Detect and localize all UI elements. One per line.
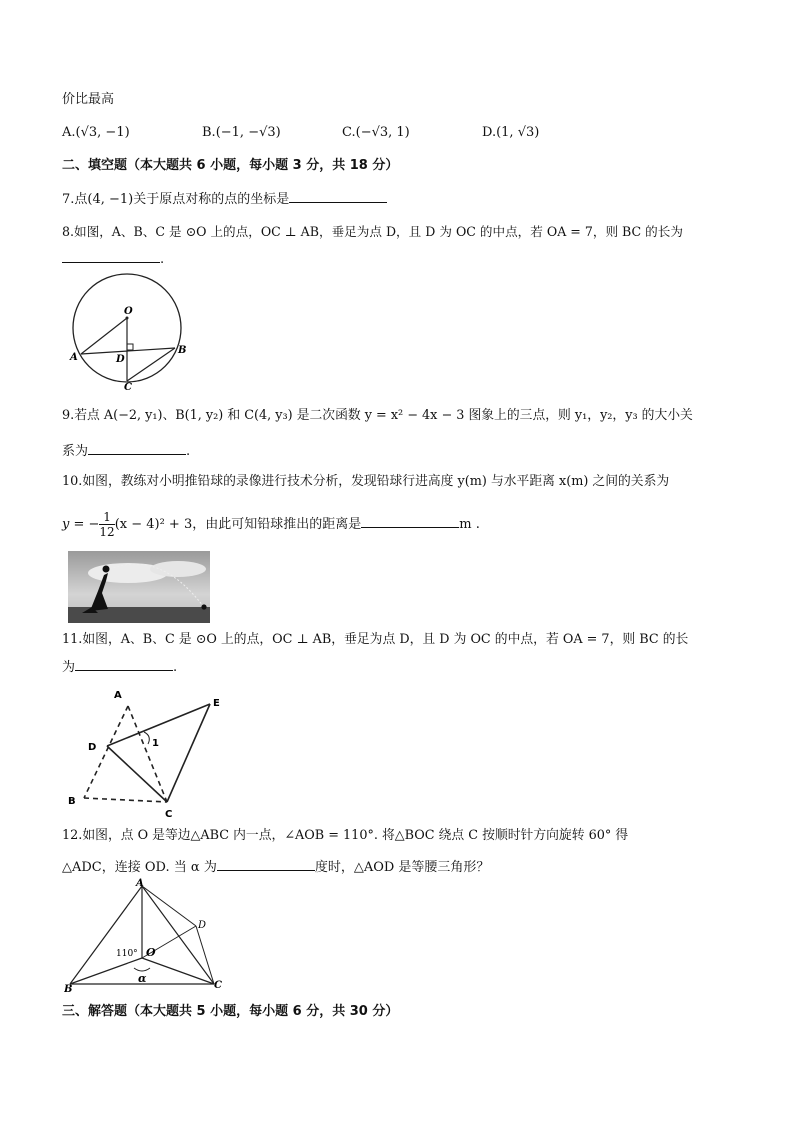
q12-line1: 12.如图，点 O 是等边△ABC 内一点，∠AOB = 110°. 将△BOC 绕点 C 按顺时针方向旋转 60° 得	[62, 828, 629, 843]
section3-title: 三、解答题（本大题共 5 小题，每小题 6 分，共 30 分）	[62, 1004, 399, 1019]
q12-label-c: C	[214, 980, 222, 991]
q8-line1: 8.如图，A、B、C 是 ⊙O 上的点，OC ⊥ AB，垂足为点 D，且 D 为 OC 的中点，若 OA = 7，则 BC 的长为	[62, 224, 683, 239]
q8-label-d: D	[116, 354, 125, 365]
q12-label-alpha: α	[138, 972, 147, 985]
q12-label-b: B	[64, 984, 73, 994]
q7: 7.点(4, −1)关于原点对称的点的坐标是	[62, 188, 387, 210]
q12-figure	[64, 878, 224, 994]
q8-label-a: A	[70, 352, 78, 363]
q9-answer-blank[interactable]	[88, 440, 186, 455]
q8-figure	[64, 268, 189, 393]
q11-line1: 11.如图，A、B、C 是 ⊙O 上的点，OC ⊥ AB，垂足为点 D，且 D 为 OC 的中点，若 OA = 7，则 BC 的长	[62, 632, 689, 647]
q12-answer-blank[interactable]	[217, 856, 315, 871]
q10-answer-blank[interactable]	[361, 513, 459, 528]
q11-line2: 为 .	[62, 656, 177, 678]
section2-title: 二、填空题（本大题共 6 小题，每小题 3 分，共 18 分）	[62, 158, 399, 173]
q11-label-d: D	[88, 742, 97, 753]
q6-option-b: B.(−1, −√3)	[202, 125, 281, 140]
q6-options	[62, 123, 742, 145]
q12-label-d: D	[198, 920, 207, 931]
q10-fraction: $\frac{1}{12}$	[99, 510, 115, 539]
q8-label-b: B	[178, 345, 187, 356]
q10-shotput-photo	[68, 551, 210, 623]
q11-label-one: 1	[152, 738, 159, 749]
q11-label-c: C	[165, 809, 173, 820]
q12-line2: △ADC，连接 OD. 当 α 为 度时，△AOD 是等腰三角形？	[62, 856, 489, 878]
q11-figure	[64, 684, 234, 820]
q11-label-a: A	[114, 690, 122, 701]
q11-answer-blank[interactable]	[75, 656, 173, 671]
q12-label-o: O	[146, 946, 156, 959]
q6-option-a: A.(√3, −1)	[62, 125, 130, 140]
q8-answer-blank[interactable]	[62, 248, 160, 263]
q9-line1: 9.若点 A(−2, y₁)、B(1, y₂) 和 C(4, y₃) 是二次函数 y = x² − 4x − 3 图象上的三点，则 y₁，y₂，y₃ 的大小关	[62, 408, 693, 423]
q8-label-c: C	[124, 382, 132, 393]
q7-answer-blank[interactable]	[289, 188, 387, 203]
q12-label-angle: 110°	[116, 949, 138, 959]
header-line: 价比最高	[62, 92, 115, 107]
q11-label-e: E	[213, 698, 220, 709]
q11-label-b: B	[68, 796, 76, 807]
q12-label-a: A	[136, 878, 144, 889]
q8-line2: .	[62, 248, 164, 270]
q10-line1: 10.如图，教练对小明推铅球的录像进行技术分析，发现铅球行进高度 y(m) 与水平距离 x(m) 之间的关系为	[62, 474, 670, 489]
q8-label-o: O	[124, 306, 133, 317]
q10-line2: y = − $\frac{1}{12}$ (x − 4)² + 3，由此可知铅球推出的距离是 m .	[62, 510, 480, 539]
q6-option-d: D.(1, √3)	[482, 125, 540, 140]
q6-option-c: C.(−√3, 1)	[342, 125, 410, 140]
q9-line2: 系为 .	[62, 440, 190, 462]
